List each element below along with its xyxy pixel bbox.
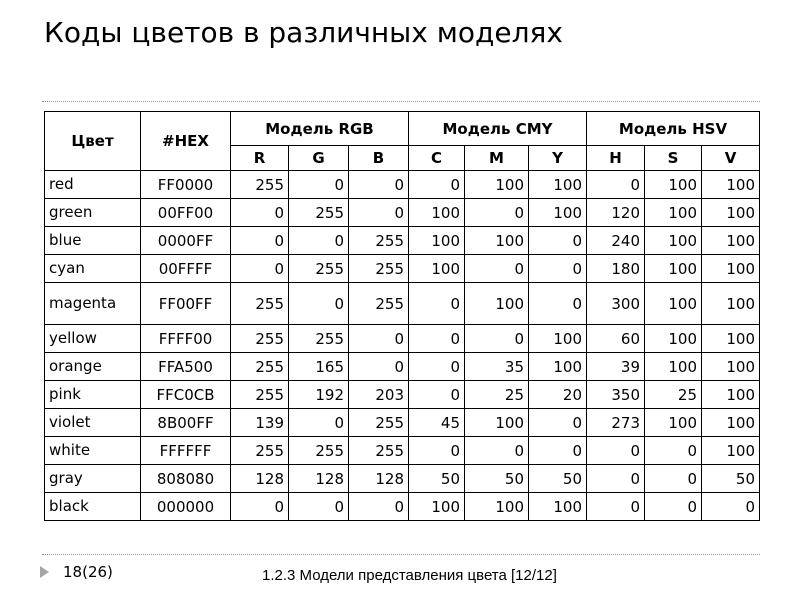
value-cell-h: 0 — [587, 465, 645, 493]
color-name-cell: pink — [45, 381, 141, 409]
header-channel-s: S — [645, 146, 702, 171]
color-codes-table — [44, 111, 760, 521]
value-cell-c: 0 — [409, 437, 465, 465]
value-cell-m: 100 — [465, 283, 529, 325]
value-cell-c: 0 — [409, 325, 465, 353]
color-name-cell: red — [45, 171, 141, 199]
value-cell-y: 20 — [529, 381, 587, 409]
value-cell-s: 0 — [645, 437, 702, 465]
table-body — [45, 171, 760, 521]
hex-code-cell: FF00FF — [141, 283, 231, 325]
value-cell-b: 0 — [349, 171, 409, 199]
value-cell-y: 100 — [529, 325, 587, 353]
value-cell-r: 255 — [231, 171, 289, 199]
value-cell-r: 0 — [231, 199, 289, 227]
value-cell-b: 203 — [349, 381, 409, 409]
value-cell-r: 255 — [231, 437, 289, 465]
value-cell-v: 100 — [702, 227, 760, 255]
value-cell-v: 100 — [702, 437, 760, 465]
hex-code-cell: 00FF00 — [141, 199, 231, 227]
header-channel-v: V — [702, 146, 760, 171]
value-cell-g: 255 — [289, 199, 349, 227]
value-cell-b: 0 — [349, 325, 409, 353]
value-cell-c: 50 — [409, 465, 465, 493]
value-cell-g: 255 — [289, 255, 349, 283]
header-hex: #HEX — [141, 112, 231, 171]
value-cell-c: 0 — [409, 381, 465, 409]
value-cell-g: 255 — [289, 325, 349, 353]
value-cell-c: 100 — [409, 227, 465, 255]
value-cell-y: 0 — [529, 255, 587, 283]
footer-section-title: 1.2.3 Модели представления цвета [12/12] — [262, 567, 557, 584]
table-row — [45, 227, 760, 255]
value-cell-g: 192 — [289, 381, 349, 409]
value-cell-c: 45 — [409, 409, 465, 437]
value-cell-g: 0 — [289, 171, 349, 199]
page-number: 18(26) — [63, 563, 113, 581]
table-row — [45, 283, 760, 325]
value-cell-r: 255 — [231, 283, 289, 325]
hex-code-cell: FFFFFF — [141, 437, 231, 465]
value-cell-g: 0 — [289, 283, 349, 325]
value-cell-c: 100 — [409, 199, 465, 227]
hex-code-cell: 000000 — [141, 493, 231, 521]
value-cell-m: 100 — [465, 171, 529, 199]
value-cell-s: 25 — [645, 381, 702, 409]
value-cell-b: 255 — [349, 227, 409, 255]
value-cell-v: 100 — [702, 199, 760, 227]
header-channel-m: M — [465, 146, 529, 171]
value-cell-r: 0 — [231, 227, 289, 255]
value-cell-v: 100 — [702, 325, 760, 353]
footer-page-indicator — [40, 563, 113, 581]
value-cell-r: 139 — [231, 409, 289, 437]
value-cell-r: 255 — [231, 353, 289, 381]
value-cell-m: 0 — [465, 199, 529, 227]
header-row-models — [45, 112, 760, 146]
value-cell-b: 0 — [349, 199, 409, 227]
value-cell-g: 0 — [289, 409, 349, 437]
table-row — [45, 409, 760, 437]
top-divider — [42, 101, 760, 102]
value-cell-y: 100 — [529, 199, 587, 227]
table-row — [45, 493, 760, 521]
header-channel-y: Y — [529, 146, 587, 171]
value-cell-y: 0 — [529, 409, 587, 437]
value-cell-s: 100 — [645, 409, 702, 437]
value-cell-h: 240 — [587, 227, 645, 255]
value-cell-b: 255 — [349, 437, 409, 465]
color-name-cell: yellow — [45, 325, 141, 353]
value-cell-s: 100 — [645, 255, 702, 283]
value-cell-c: 100 — [409, 493, 465, 521]
value-cell-h: 273 — [587, 409, 645, 437]
header-color: Цвет — [45, 112, 141, 171]
value-cell-r: 0 — [231, 493, 289, 521]
value-cell-g: 128 — [289, 465, 349, 493]
color-name-cell: black — [45, 493, 141, 521]
value-cell-v: 100 — [702, 255, 760, 283]
value-cell-y: 0 — [529, 437, 587, 465]
value-cell-s: 100 — [645, 199, 702, 227]
color-name-cell: magenta — [45, 283, 141, 325]
value-cell-h: 120 — [587, 199, 645, 227]
header-channel-g: G — [289, 146, 349, 171]
value-cell-g: 0 — [289, 227, 349, 255]
value-cell-g: 165 — [289, 353, 349, 381]
header-channel-h: H — [587, 146, 645, 171]
table-row — [45, 325, 760, 353]
value-cell-r: 128 — [231, 465, 289, 493]
value-cell-y: 50 — [529, 465, 587, 493]
hex-code-cell: 0000FF — [141, 227, 231, 255]
value-cell-s: 100 — [645, 171, 702, 199]
value-cell-s: 100 — [645, 325, 702, 353]
color-name-cell: green — [45, 199, 141, 227]
value-cell-s: 0 — [645, 465, 702, 493]
value-cell-m: 100 — [465, 409, 529, 437]
header-channel-b: B — [349, 146, 409, 171]
table-row — [45, 437, 760, 465]
value-cell-v: 50 — [702, 465, 760, 493]
value-cell-r: 255 — [231, 381, 289, 409]
value-cell-v: 100 — [702, 171, 760, 199]
table-row — [45, 465, 760, 493]
value-cell-s: 0 — [645, 493, 702, 521]
value-cell-y: 0 — [529, 283, 587, 325]
value-cell-h: 60 — [587, 325, 645, 353]
value-cell-c: 0 — [409, 353, 465, 381]
value-cell-s: 100 — [645, 353, 702, 381]
value-cell-c: 100 — [409, 255, 465, 283]
color-name-cell: violet — [45, 409, 141, 437]
value-cell-b: 255 — [349, 283, 409, 325]
table-row — [45, 255, 760, 283]
value-cell-c: 0 — [409, 283, 465, 325]
value-cell-m: 100 — [465, 493, 529, 521]
arrow-right-icon — [40, 566, 49, 578]
value-cell-m: 0 — [465, 437, 529, 465]
value-cell-r: 0 — [231, 255, 289, 283]
value-cell-c: 0 — [409, 171, 465, 199]
color-name-cell: cyan — [45, 255, 141, 283]
value-cell-m: 100 — [465, 227, 529, 255]
value-cell-m: 25 — [465, 381, 529, 409]
value-cell-y: 100 — [529, 353, 587, 381]
bottom-divider — [42, 554, 760, 555]
color-name-cell: gray — [45, 465, 141, 493]
value-cell-r: 255 — [231, 325, 289, 353]
value-cell-h: 300 — [587, 283, 645, 325]
hex-code-cell: FFA500 — [141, 353, 231, 381]
value-cell-g: 0 — [289, 493, 349, 521]
table-row — [45, 199, 760, 227]
value-cell-y: 0 — [529, 227, 587, 255]
header-cmy-model: Модель CMY — [409, 112, 587, 146]
table-row — [45, 381, 760, 409]
value-cell-v: 100 — [702, 409, 760, 437]
value-cell-h: 0 — [587, 171, 645, 199]
value-cell-b: 0 — [349, 493, 409, 521]
hex-code-cell: 808080 — [141, 465, 231, 493]
value-cell-g: 255 — [289, 437, 349, 465]
value-cell-h: 350 — [587, 381, 645, 409]
table-row — [45, 171, 760, 199]
value-cell-s: 100 — [645, 283, 702, 325]
value-cell-b: 255 — [349, 409, 409, 437]
value-cell-h: 0 — [587, 437, 645, 465]
color-name-cell: blue — [45, 227, 141, 255]
hex-code-cell: 00FFFF — [141, 255, 231, 283]
value-cell-b: 128 — [349, 465, 409, 493]
slide-title: Коды цветов в различных моделях — [44, 16, 563, 49]
hex-code-cell: FFFF00 — [141, 325, 231, 353]
hex-code-cell: FF0000 — [141, 171, 231, 199]
hex-code-cell: FFC0CB — [141, 381, 231, 409]
value-cell-y: 100 — [529, 171, 587, 199]
value-cell-m: 0 — [465, 255, 529, 283]
value-cell-b: 0 — [349, 353, 409, 381]
value-cell-s: 100 — [645, 227, 702, 255]
value-cell-m: 0 — [465, 325, 529, 353]
value-cell-h: 180 — [587, 255, 645, 283]
value-cell-v: 100 — [702, 283, 760, 325]
value-cell-v: 100 — [702, 381, 760, 409]
header-channel-c: C — [409, 146, 465, 171]
header-rgb-model: Модель RGB — [231, 112, 409, 146]
color-name-cell: orange — [45, 353, 141, 381]
value-cell-h: 0 — [587, 493, 645, 521]
color-name-cell: white — [45, 437, 141, 465]
value-cell-y: 100 — [529, 493, 587, 521]
header-channel-r: R — [231, 146, 289, 171]
value-cell-v: 0 — [702, 493, 760, 521]
value-cell-b: 255 — [349, 255, 409, 283]
table-row — [45, 353, 760, 381]
value-cell-v: 100 — [702, 353, 760, 381]
value-cell-m: 35 — [465, 353, 529, 381]
value-cell-m: 50 — [465, 465, 529, 493]
header-hsv-model: Модель HSV — [587, 112, 760, 146]
hex-code-cell: 8B00FF — [141, 409, 231, 437]
value-cell-h: 39 — [587, 353, 645, 381]
